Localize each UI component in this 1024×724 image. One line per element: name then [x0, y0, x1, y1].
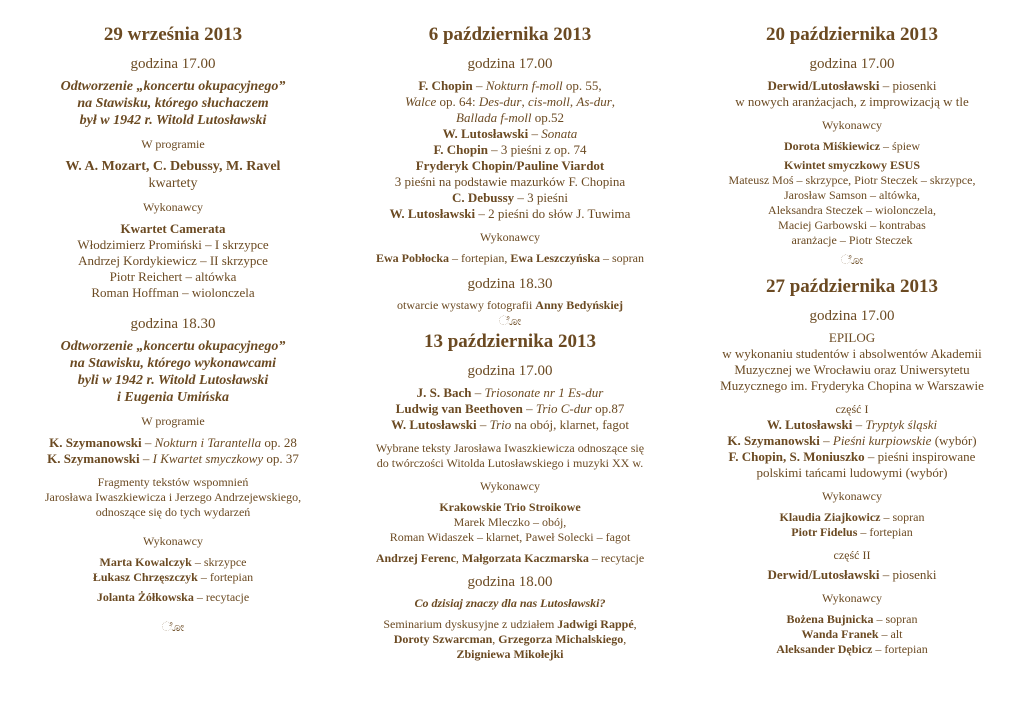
performers-label: Wykonawcy: [480, 479, 540, 493]
ensemble-member: Włodzimierz Promiński – I skrzypce: [77, 237, 269, 252]
epilog-text: Muzycznej we Wrocławiu oraz Uniwersytetu: [734, 362, 970, 377]
seminar-title: Co dzisiaj znaczy dla nas Lutosławski?: [414, 596, 606, 610]
fragments-text: Jarosława Iwaszkiewicza i Jerzego Andrzejewskiego,: [44, 490, 302, 504]
performers-label: Wykonawcy: [822, 591, 882, 605]
event-date: 20 października 2013: [765, 24, 939, 45]
ornament-icon: ೋ: [161, 619, 185, 634]
ensemble-member: Andrzej Kordykiewicz – II skrzypce: [78, 253, 268, 268]
performers-label: Wykonawcy: [822, 489, 882, 503]
program-item: Ludwig van Beethoven – Trio C-dur op.87: [395, 401, 625, 416]
event-date: 13 października 2013: [423, 331, 597, 352]
event-title: [8, 78, 338, 129]
program-item: Fryderyk Chopin/Pauline Viardot: [415, 158, 605, 173]
ensemble-name: Kwartet Camerata: [120, 221, 226, 236]
title-line: Odtworzenie „koncertu okupacyjnego”: [60, 339, 286, 354]
exhibition: otwarcie wystawy fotografii Anny Bedyńskiej: [397, 298, 623, 312]
performer: Marta Kowalczyk – skrzypce: [99, 555, 247, 569]
performers-label: Wykonawcy: [822, 118, 882, 132]
part-label: część I: [835, 402, 869, 416]
event-hour: godzina 17.00: [467, 363, 553, 379]
program-item: polskimi tańcami ludowymi (wybór): [756, 465, 948, 480]
program-item: W. Lutosławski – Tryptyk śląski: [766, 417, 938, 432]
title-line: był w 1942 r. Witold Lutosławski: [79, 113, 267, 128]
ensemble-member: aranżacje – Piotr Steczek: [791, 233, 913, 247]
event-hour: godzina 17.00: [130, 56, 216, 72]
seminar-text: Zbigniewa Mikołejki: [456, 647, 564, 661]
title-line: Odtworzenie „koncertu okupacyjnego”: [60, 79, 286, 94]
program-item: K. Szymanowski – I Kwartet smyczkowy op. 37: [47, 451, 299, 466]
composers: W. A. Mozart, C. Debussy, M. Ravel: [65, 159, 281, 174]
title-line: i Eugenia Umińska: [116, 390, 230, 405]
performer: Wanda Franek – alt: [801, 627, 903, 641]
event-hour: godzina 18.00: [467, 574, 553, 590]
event-hour: godzina 17.00: [467, 56, 553, 72]
performers-label: Wykonawcy: [480, 230, 540, 244]
ensemble-member: Roman Hoffman – wiolonczela: [91, 285, 255, 300]
texts-note: do twórczości Witolda Lutosławskiego i muzyki XX w.: [376, 456, 644, 470]
performer: Jolanta Żółkowska – recytacje: [96, 590, 250, 604]
performer: Aleksander Dębicz – fortepian: [776, 642, 928, 656]
ensemble-member: Mateusz Moś – skrzypce, Piotr Steczek – skrzypce,: [728, 173, 976, 187]
event-hour: godzina 17.00: [809, 56, 895, 72]
event-title: [8, 338, 338, 406]
event-hour: godzina 18.30: [467, 276, 553, 292]
title-line: byli w 1942 r. Witold Lutosławski: [77, 373, 269, 388]
epilog-title: EPILOG: [828, 330, 876, 345]
program-item: C. Debussy – 3 pieśni: [452, 190, 568, 205]
program-item: W. Lutosławski – Trio na obój, klarnet, fagot: [391, 417, 629, 432]
column-29-september: [8, 22, 338, 641]
column-20-27-october: [687, 22, 1017, 657]
part-label: część II: [833, 548, 871, 562]
program-item: K. Szymanowski – Pieśni kurpiowskie (wybór): [727, 433, 977, 448]
program-item: Derwid/Lutosławski – piosenki: [767, 78, 937, 93]
ensemble-member: Jarosław Samson – altówka,: [784, 188, 920, 202]
fragments-text: Fragmenty tekstów wspomnień: [97, 475, 249, 489]
program-item: J. S. Bach – Triosonate nr 1 Es-dur: [416, 385, 604, 400]
performer: Bożena Bujnicka – sopran: [786, 612, 918, 626]
performer: Klaudia Ziajkowicz – sopran: [779, 510, 925, 524]
performer: Dorota Miśkiewicz – śpiew: [783, 139, 921, 153]
ensemble-name: Krakowskie Trio Stroikowe: [439, 500, 581, 514]
program-item: F. Chopin, S. Moniuszko – pieśni inspirowane: [728, 449, 976, 464]
performer: Ewa Pobłocka – fortepian, Ewa Leszczyńska – sopran: [376, 251, 644, 265]
performer: Andrzej Ferenc, Małgorzata Kaczmarska – recytacje: [375, 551, 645, 565]
title-line: na Stawisku, którego wykonawcami: [69, 356, 277, 371]
epilog-text: Muzycznego im. Fryderyka Chopina w Warszawie: [720, 378, 984, 393]
program-item: F. Chopin – Nokturn f-moll op. 55,: [418, 78, 602, 93]
ensemble-member: Marek Mleczko – obój,: [453, 515, 567, 529]
event-hour: godzina 17.00: [809, 308, 895, 324]
event-date: 6 października 2013: [428, 24, 592, 45]
texts-note: Wybrane teksty Jarosława Iwaszkiewicza odnoszące się: [375, 441, 645, 455]
program-item: 3 pieśni na podstawie mazurków F. Chopina: [394, 174, 626, 189]
fragments-text: odnoszące się do tych wydarzeń: [95, 505, 251, 519]
program-item: F. Chopin – 3 pieśni z op. 74: [433, 142, 587, 157]
program-item: w nowych aranżacjach, z improwizacją w tle: [735, 94, 969, 109]
program-label: W programie: [141, 414, 205, 428]
column-6-13-october: [345, 22, 675, 662]
program-item: Walce op. 64: Des-dur, cis-moll, As-dur,: [404, 94, 616, 109]
seminar-text: Doroty Szwarcman, Grzegorza Michalskiego,: [393, 632, 627, 646]
program-item: Derwid/Lutosławski – piosenki: [767, 567, 937, 582]
ensemble-member: Maciej Garbowski – kontrabas: [778, 218, 926, 232]
epilog-text: w wykonaniu studentów i absolwentów Akademii: [722, 346, 982, 361]
performers-label: Wykonawcy: [143, 200, 203, 214]
genre: kwartety: [148, 176, 198, 191]
ensemble-member: Roman Widaszek – klarnet, Paweł Solecki – fagot: [389, 530, 631, 544]
program-item: W. Lutosławski – 2 pieśni do słów J. Tuwima: [389, 206, 631, 221]
seminar-text: Seminarium dyskusyjne z udziałem Jadwigi Rappé,: [383, 617, 637, 631]
ensemble-name: Kwintet smyczkowy ESUS: [783, 158, 920, 172]
program-item: K. Szymanowski – Nokturn i Tarantella op. 28: [49, 435, 297, 450]
ornament-icon: ೋ: [498, 313, 522, 328]
ensemble-member: Piotr Reichert – altówka: [109, 269, 237, 284]
title-line: na Stawisku, którego słuchaczem: [77, 96, 269, 111]
program-item: Ballada f-moll op.52: [456, 110, 564, 125]
performers-label: Wykonawcy: [143, 534, 203, 548]
performer: Łukasz Chrzęszczyk – fortepian: [92, 570, 254, 584]
program-label: W programie: [141, 137, 205, 151]
program-item: W. Lutosławski – Sonata: [442, 126, 578, 141]
ornament-icon: ೋ: [840, 252, 864, 267]
performer: Piotr Fidelus – fortepian: [791, 525, 913, 539]
event-date: 27 października 2013: [765, 276, 939, 297]
ensemble-member: Aleksandra Steczek – wiolonczela,: [768, 203, 936, 217]
event-date: 29 września 2013: [103, 24, 243, 45]
event-hour: godzina 18.30: [130, 316, 216, 332]
